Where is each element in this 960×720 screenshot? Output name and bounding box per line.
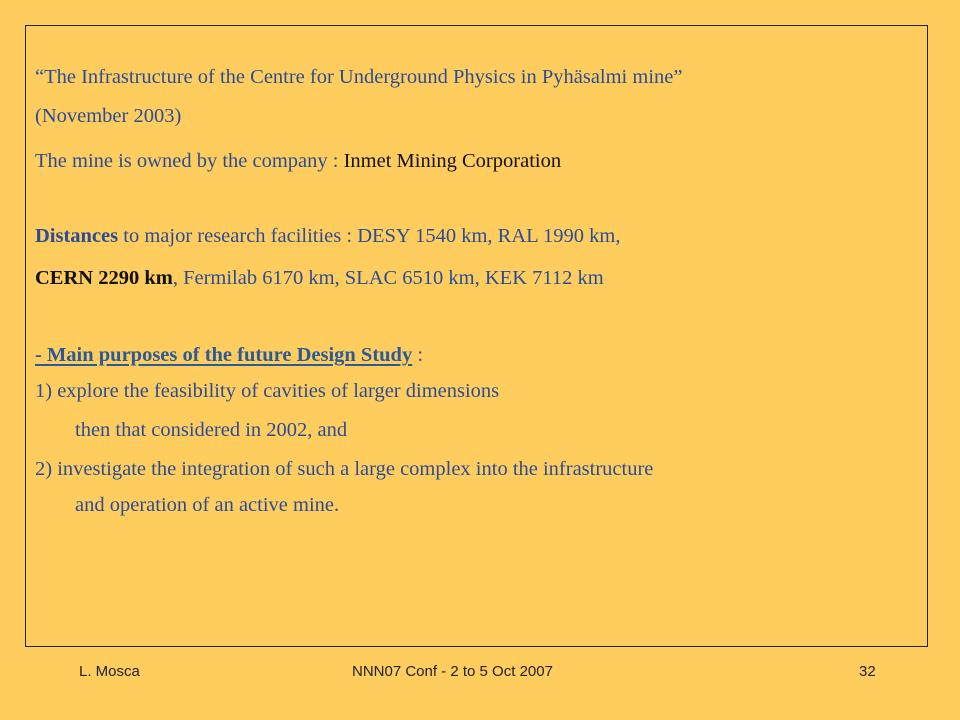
cern-line	[35, 265, 604, 291]
purposes-colon: :	[412, 344, 424, 366]
cern-distance: CERN 2290 km	[35, 267, 173, 289]
footer-author: L. Mosca	[79, 663, 140, 680]
footer-conference: NNN07 Conf - 2 to 5 Oct 2007	[352, 663, 553, 680]
distances-label: Distances	[35, 225, 119, 247]
item-1-line-2: then that considered in 2002, and	[75, 419, 348, 441]
distances-line	[35, 223, 620, 249]
purposes-line	[35, 342, 423, 368]
date-line: (November 2003)	[35, 105, 182, 127]
owner-line	[35, 148, 561, 174]
footer-page-number: 32	[859, 663, 876, 680]
distances-text: to major research facilities : DESY 1540 km, RAL 1990 km,	[123, 225, 621, 247]
item-2-line-2: and operation of an active mine.	[75, 494, 340, 516]
item-2-line-1: 2) investigate the integration of such a large complex into the infrastructure	[35, 458, 654, 480]
title-quote: “The Infrastructure of the Centre for Underground Physics in Pyhäsalmi mine”	[35, 66, 683, 88]
distances-rest: , Fermilab 6170 km, SLAC 6510 km, KEK 7112 km	[172, 267, 604, 289]
purposes-heading: - Main purposes of the future Design Study	[35, 344, 413, 366]
item-1-line-1: 1) explore the feasibility of cavities of larger dimensions	[35, 380, 500, 402]
owner-name: Inmet Mining Corporation	[343, 150, 562, 172]
owner-prefix: The mine is owned by the company :	[35, 150, 339, 172]
